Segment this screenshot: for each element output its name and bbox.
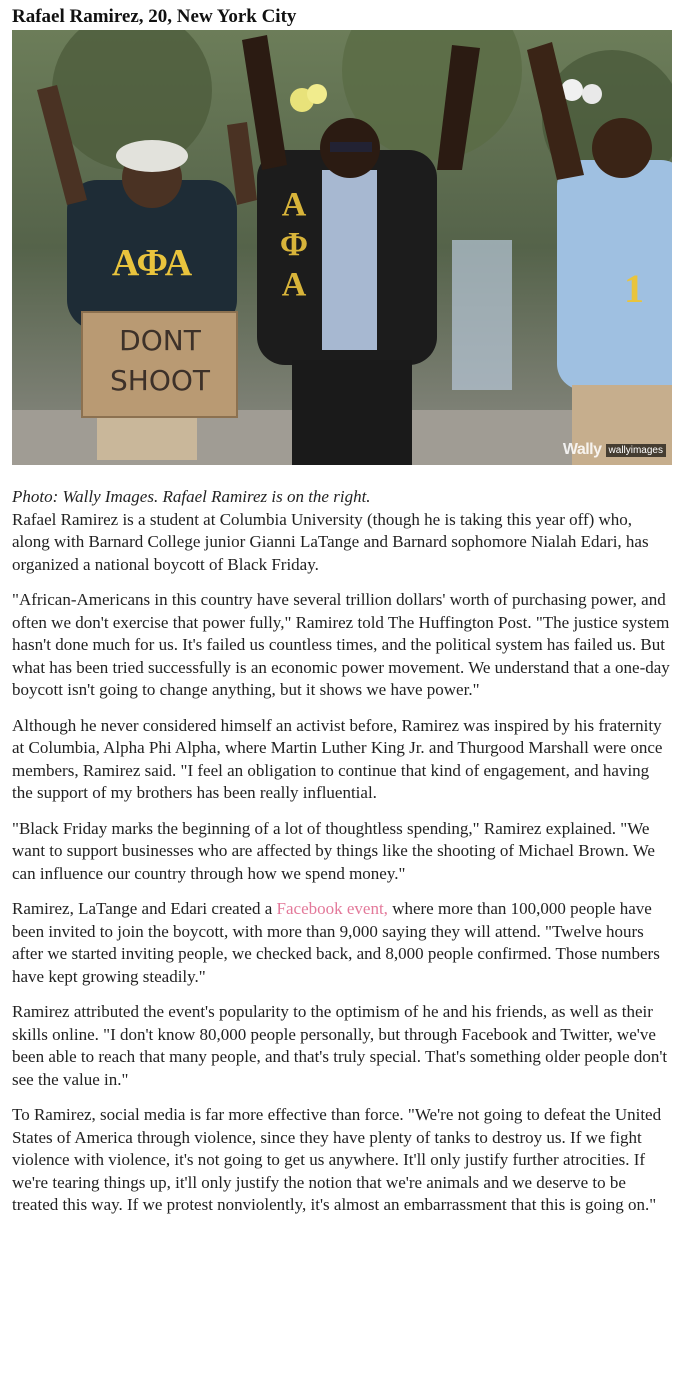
facebook-event-link[interactable]: Facebook event,: [276, 899, 388, 918]
photo-watermark: [563, 441, 666, 459]
paragraph-1: Rafael Ramirez is a student at Columbia University (though he is taking this year off) who, along with Barnard College junior Gianni LaTange and Barnard sophomore Nialah Edari, has organized a national boycott of Black Friday.: [12, 509, 649, 574]
shirt-letters: ΑΦΑ: [111, 242, 193, 284]
shirt-number: 1: [624, 266, 644, 311]
jacket-letter-3: Α: [281, 266, 307, 303]
article-body: [12, 486, 672, 1230]
watermark-logo: Wally: [562, 441, 602, 458]
sign-line-1: DONT: [119, 324, 201, 357]
paragraph-4: "Black Friday marks the beginning of a lot of thoughtless spending," Ramirez explained. "We want to support businesses who are affected by things like the shooting of Michael Brown. We can influence our country through how we spend money.": [12, 818, 655, 883]
watermark-text: wallyimages: [606, 444, 666, 457]
jacket-letter-1: Α: [281, 186, 307, 223]
photo-illustration: [12, 30, 672, 465]
paragraph-5-start: Ramirez, LaTange and Edari created a: [12, 899, 277, 918]
article-photo: [12, 30, 672, 465]
article-heading: Rafael Ramirez, 20, New York City: [12, 6, 297, 27]
paragraph-5-end: where more than 100,000 people have been invited to join the boycott, with more than 9,000 saying they will attend. "Twelve hours after we started inviting people, we checked back, and 8,000 people confirmed. Those numbers have kept growing steadily.": [12, 899, 660, 986]
paragraph-2: "African-Americans in this country have several trillion dollars' worth of purchasing power, and often we don't exercise that power fully," Ramirez told The Huffington Post. "The justice system hasn't done much for us. It's failed us countless times, and the political system has failed us. But what has been tried successfully is an economic power movement. We understand that a one-day boycott isn't going to change anything, but it shows we have power.": [12, 590, 670, 699]
sign-line-2: SHOOT: [109, 364, 211, 397]
paragraph-5: [12, 898, 672, 988]
photo-caption: Photo: Wally Images. Rafael Ramirez is on the right.: [12, 487, 371, 506]
paragraph-6: Ramirez attributed the event's popularity to the optimism of he and his friends, as well as their skills online. "I don't know 80,000 people personally, but through Facebook and Twitter, we've been able to reach that many people, and that's truly special. That's something older people don't see the value in.": [12, 1002, 668, 1089]
paragraph-7: To Ramirez, social media is far more effective than force. "We're not going to defeat the United States of America through violence, since they have plenty of tanks to destroy us. If we fight violence with violence, it's not going to get us anywhere. It'll only justify further atrocities. If we're tearing things up, it'll only justify the notion that we're animals and we deserve to be treated this way. If we protest nonviolently, it's almost an embarrassment that this is going on.": [12, 1105, 662, 1214]
jacket-letter-2: Φ: [279, 226, 309, 263]
paragraph-3: Although he never considered himself an activist before, Ramirez was inspired by his fraternity at Columbia, Alpha Phi Alpha, where Martin Luther King Jr. and Thurgood Marshall were once members, Ramirez said. "I feel an obligation to continue that kind of engagement, and having the support of my brothers has been really influential.: [12, 715, 663, 802]
